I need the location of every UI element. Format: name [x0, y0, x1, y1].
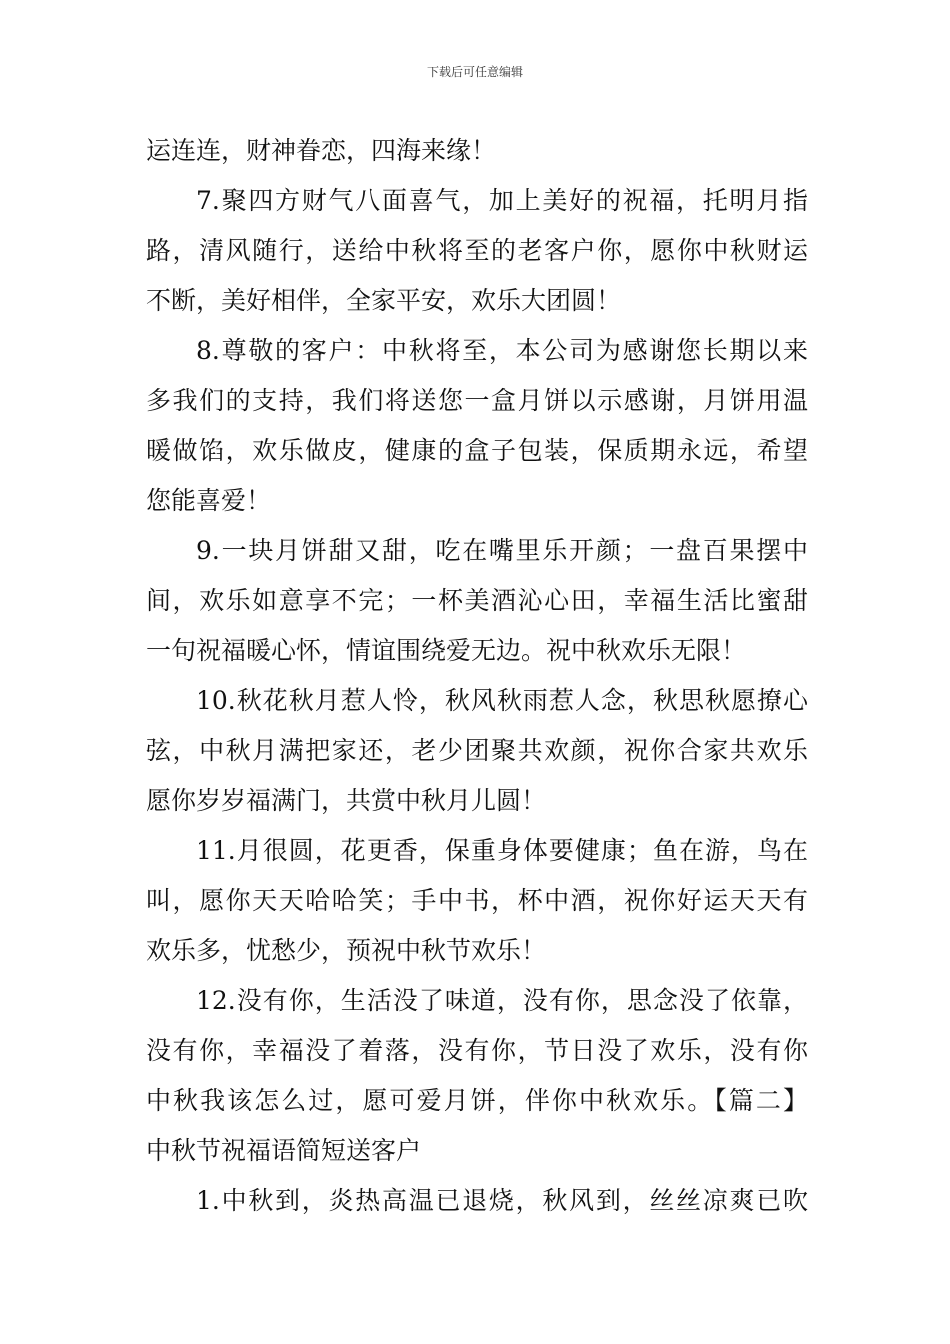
- section-heading-line: 中秋节祝福语简短送客户: [146, 1136, 422, 1165]
- text-line: 运连连，财神眷恋，四海来缘！: [146, 136, 497, 165]
- text-line: 暖做馅，欢乐做皮，健康的盒子包装，保质期永远，希望: [146, 436, 808, 465]
- text-line: 11.月很圆，花更香，保重身体要健康；鱼在游，鸟在: [196, 836, 808, 865]
- text-line: 愿你岁岁福满门，共赏中秋月儿圆！: [146, 786, 547, 815]
- text-line: 欢乐多，忧愁少，预祝中秋节欢乐！: [146, 936, 547, 965]
- text-line: 您能喜爱！: [146, 486, 272, 515]
- text-line: 弦，中秋月满把家还，老少团聚共欢颜，祝你合家共欢乐: [146, 736, 808, 765]
- text-line: 10.秋花秋月惹人怜，秋风秋雨惹人念，秋思秋愿撩心: [196, 686, 808, 715]
- text-line: 9.一块月饼甜又甜，吃在嘴里乐开颜；一盘百果摆中: [196, 536, 808, 565]
- text-line: 8.尊敬的客户：中秋将至，本公司为感谢您长期以来: [196, 336, 808, 365]
- text-line: 不断，美好相伴，全家平安，欢乐大团圆！: [146, 286, 622, 315]
- text-line: 一句祝福暖心怀，情谊围绕爱无边。祝中秋欢乐无限！: [146, 636, 747, 665]
- text-line: 路，清风随行，送给中秋将至的老客户你，愿你中秋财运: [146, 236, 808, 265]
- text-line: 多我们的支持，我们将送您一盒月饼以示感谢，月饼用温: [146, 386, 808, 415]
- text-line: 7.聚四方财气八面喜气，加上美好的祝福，托明月指: [196, 186, 808, 215]
- document-body: [146, 126, 808, 1226]
- text-line: 没有你，幸福没了着落，没有你，节日没了欢乐，没有你: [146, 1036, 808, 1065]
- text-line: 1.中秋到，炎热高温已退烧，秋风到，丝丝凉爽已吹: [196, 1186, 808, 1215]
- text-line: 12.没有你，生活没了味道，没有你，思念没了依靠，: [196, 986, 808, 1015]
- text-line: 叫，愿你天天哈哈笑；手中书，杯中酒，祝你好运天天有: [146, 886, 808, 915]
- page-header: 下载后可任意编辑: [426, 65, 523, 79]
- text-line: 间，欢乐如意享不完；一杯美酒沁心田，幸福生活比蜜甜: [146, 586, 808, 615]
- text-line: 中秋我该怎么过，愿可爱月饼，伴你中秋欢乐。【篇二】: [146, 1086, 808, 1115]
